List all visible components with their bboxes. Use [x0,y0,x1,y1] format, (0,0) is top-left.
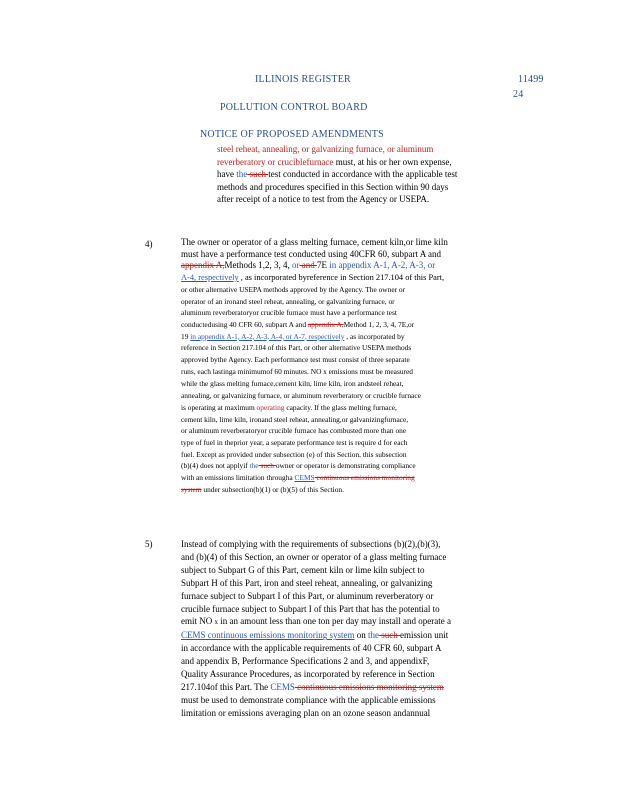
item-line: Instead of complying with the requirements of subsections (b)(2),(b)(3), [181,539,441,549]
item-line: system under subsection(b)(1) or (b)(5) of this Section. [181,484,344,494]
item-line: subject to Subpart G of this Part, cement kiln or lime kiln subject to [181,564,425,575]
intro-line: methods and procedures specified in this Section within 90 days [217,181,449,192]
notice-title: NOTICE OF PROPOSED AMENDMENTS [200,129,384,140]
item-line: 217.104of this Part. The CEMS continuous emissions monitoring system [181,681,444,692]
intro-line: reverberatory or cruciblefurnace must, at his or her own expense, [217,156,452,167]
item-line: is operating at maximum operating capacity. If the glass melting furnace, [181,402,397,412]
item-line: with an emissions limitation througha CEMS continuous emissions monitoring [181,473,415,483]
item-4-paragraph [181,237,541,495]
intro-line: have the such test conducted in accordance with the applicable test [217,169,458,180]
item-line: fuel. Except as provided under subsection (e) of this Section, this subsection [181,449,407,459]
board-title: POLLUTION CONTROL BOARD [220,102,368,113]
item-line: furnace subject to Subpart I of this Part, or aluminum reverberatory or [181,590,434,601]
item-line: runs, each lastinga minimumof 60 minutes. NO x emissions must be measured [181,366,413,376]
item-line: reference in Section 217.104 of this Part, or other alternative USEPA methods [181,343,412,353]
item-line: CEMS continuous emissions monitoring system on the such emission unit [181,630,449,641]
item-line: must be used to demonstrate compliance with the applicable emissions [181,694,436,705]
item-line: type of fuel in theprior year, a separate performance test is require d for each [181,437,408,447]
item-line: aluminum reverberatoryor crucible furnace must have a performance test [181,308,397,318]
register-title: ILLINOIS REGISTER [255,74,351,85]
page-number: 11499 [518,74,544,85]
item-line: must have a performance test conducted using 40CFR 60, subpart A and [181,248,441,259]
item-line: Subpart H of this Part, iron and steel reheat, annealing, or galvanizing [181,577,433,588]
intro-line: after receipt of a notice to test from the Agency or USEPA. [217,194,430,205]
intro-line: steel reheat, annealing, or galvanizing furnace, or aluminum [217,144,434,154]
item-line: approved bythe Agency. Each performance test must consist of three separate [181,355,410,365]
item-line: cement kiln, lime kiln, ironand steel reheat, annealing,or galvanizingfurnace, [181,414,409,424]
item-line: appendix A,Methods 1,2, 3, 4, or and 7E in appendix A-1, A-2, A-3, or [181,260,436,271]
item-line: while the glass melting furnace,cement kiln, lime kiln, iron andsteel reheat, [181,379,404,389]
item-line: 19 in appendix A-1, A-2, A-3, A-4, or A-7, respectively , as incorporated by [181,331,405,341]
item-line: and (b)(4) of this Section, an owner or operator of a glass melting furnace [181,551,447,562]
item-line: in accordance with the applicable requirements of 40 CFR 60, subpart A [181,643,442,654]
item-number: 5) [145,539,153,549]
page-number-suffix: 24 [513,89,524,100]
item-number: 4) [145,239,153,249]
item-line: The owner or operator of a glass melting furnace, cement kiln,or lime kiln [181,237,448,247]
item-line: and appendix B, Performance Specifications 2 and 3, and appendixF, [181,656,430,667]
item-line: operator of an ironand steel reheat, annealing, or galvanizing furnace, or [181,296,395,306]
item-line: or other alternative USEPA methods approved by the Agency. The owner or [181,284,406,294]
item-line: (b)(4) does not applyif the such owner or operator is demonstrating compliance [181,461,416,471]
item-line: Quality Assurance Procedures, as incorporated by reference in Section [181,669,435,680]
intro-paragraph [217,143,529,206]
item-line: crucible furnace subject to Subpart I of this Part that has the potential to [181,603,440,614]
item-5-paragraph [181,538,537,720]
item-line: or aluminum reverberatoryor crucible furnace has combusted more than one [181,426,407,436]
item-line: limitation or emissions averaging plan on an ozone season andannual [181,707,431,718]
item-line: conductedusing 40 CFR 60, subpart A and appendix A,Method 1, 2, 3, 4, 7E,or [181,319,415,329]
item-line: annealing, or galvanizing furnace, or aluminum reverberatory or crucible furnace [181,391,421,401]
item-line: A-4, respectively , as incorporated byreference in Section 217.104 of this Part, [181,273,445,283]
item-line: emit NO x in an amount less than one ton per day may install and operate a [181,616,451,627]
